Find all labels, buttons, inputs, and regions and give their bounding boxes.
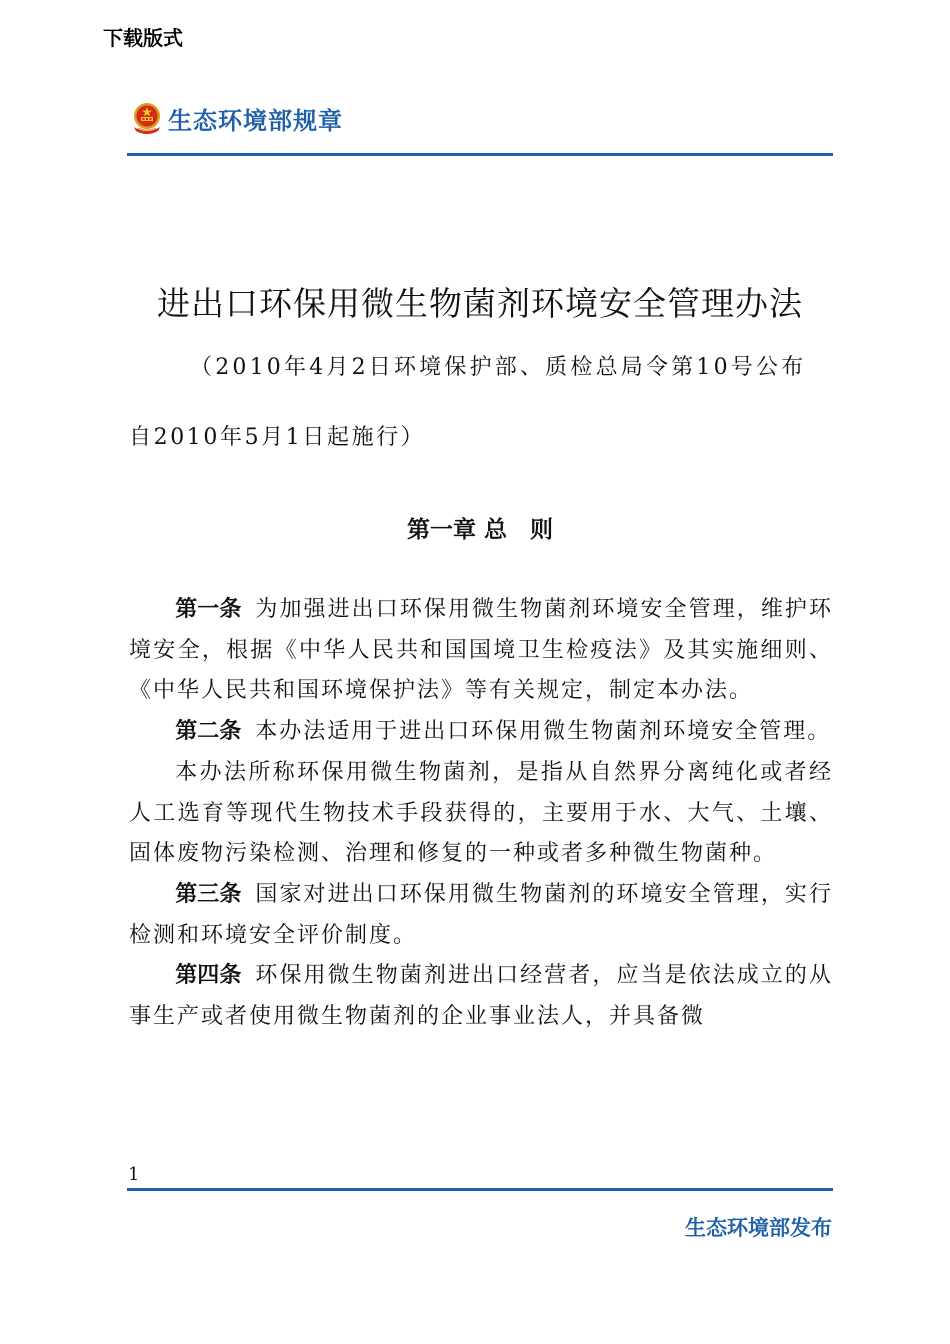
document-body bbox=[129, 590, 833, 1038]
article-2 bbox=[129, 712, 833, 753]
article-2-paragraph-2 bbox=[129, 753, 833, 875]
download-format-label[interactable]: 下载版式 bbox=[103, 26, 183, 50]
page-number: 1 bbox=[128, 1164, 140, 1185]
brand-title: 生态环境部规章 bbox=[168, 106, 343, 135]
article-number: 第一条 bbox=[175, 597, 242, 622]
promulgation-note-line1: （2010年4月2日环境保护部、质检总局令第10号公布 bbox=[190, 355, 807, 380]
header-divider bbox=[127, 153, 833, 156]
promulgation-note-line2: 自2010年5月1日起施行） bbox=[129, 425, 426, 450]
national-emblem-icon bbox=[130, 101, 164, 135]
document-title: 进出口环保用微生物菌剂环境安全管理办法 bbox=[157, 284, 803, 323]
article-3 bbox=[129, 875, 833, 956]
article-1 bbox=[129, 590, 833, 712]
header-brand bbox=[130, 100, 343, 136]
article-text: 环保用微生物菌剂进出口经营者，应当是依法成立的从事生产或者使用微生物菌剂的企业事业法人，并具备微 bbox=[129, 963, 833, 1030]
footer-publisher: 生态环境部发布 bbox=[685, 1216, 832, 1240]
article-text: 为加强进出口环保用微生物菌剂环境安全管理，维护环境安全，根据《中华人民共和国国境卫生检疫法》及其实施细则、《中华人民共和国环境保护法》等有关规定，制定本办法。 bbox=[129, 597, 833, 704]
article-number: 第二条 bbox=[175, 719, 242, 745]
footer-divider bbox=[127, 1188, 833, 1191]
article-text: 本办法适用于进出口环保用微生物菌剂环境安全管理。 bbox=[255, 719, 832, 745]
article-text: 本办法所称环保用微生物菌剂，是指从自然界分离纯化或者经人工选育等现代生物技术手段获得的，主要用于水、大气、土壤、固体废物污染检测、治理和修复的一种或者多种微生物菌种。 bbox=[129, 759, 833, 867]
article-number: 第四条 bbox=[175, 963, 242, 989]
article-number: 第三条 bbox=[175, 881, 242, 907]
chapter-heading: 第一章 总 则 bbox=[406, 517, 553, 543]
article-4 bbox=[129, 956, 833, 1037]
article-text: 国家对进出口环保用微生物菌剂的环境安全管理，实行检测和环境安全评价制度。 bbox=[129, 881, 833, 948]
